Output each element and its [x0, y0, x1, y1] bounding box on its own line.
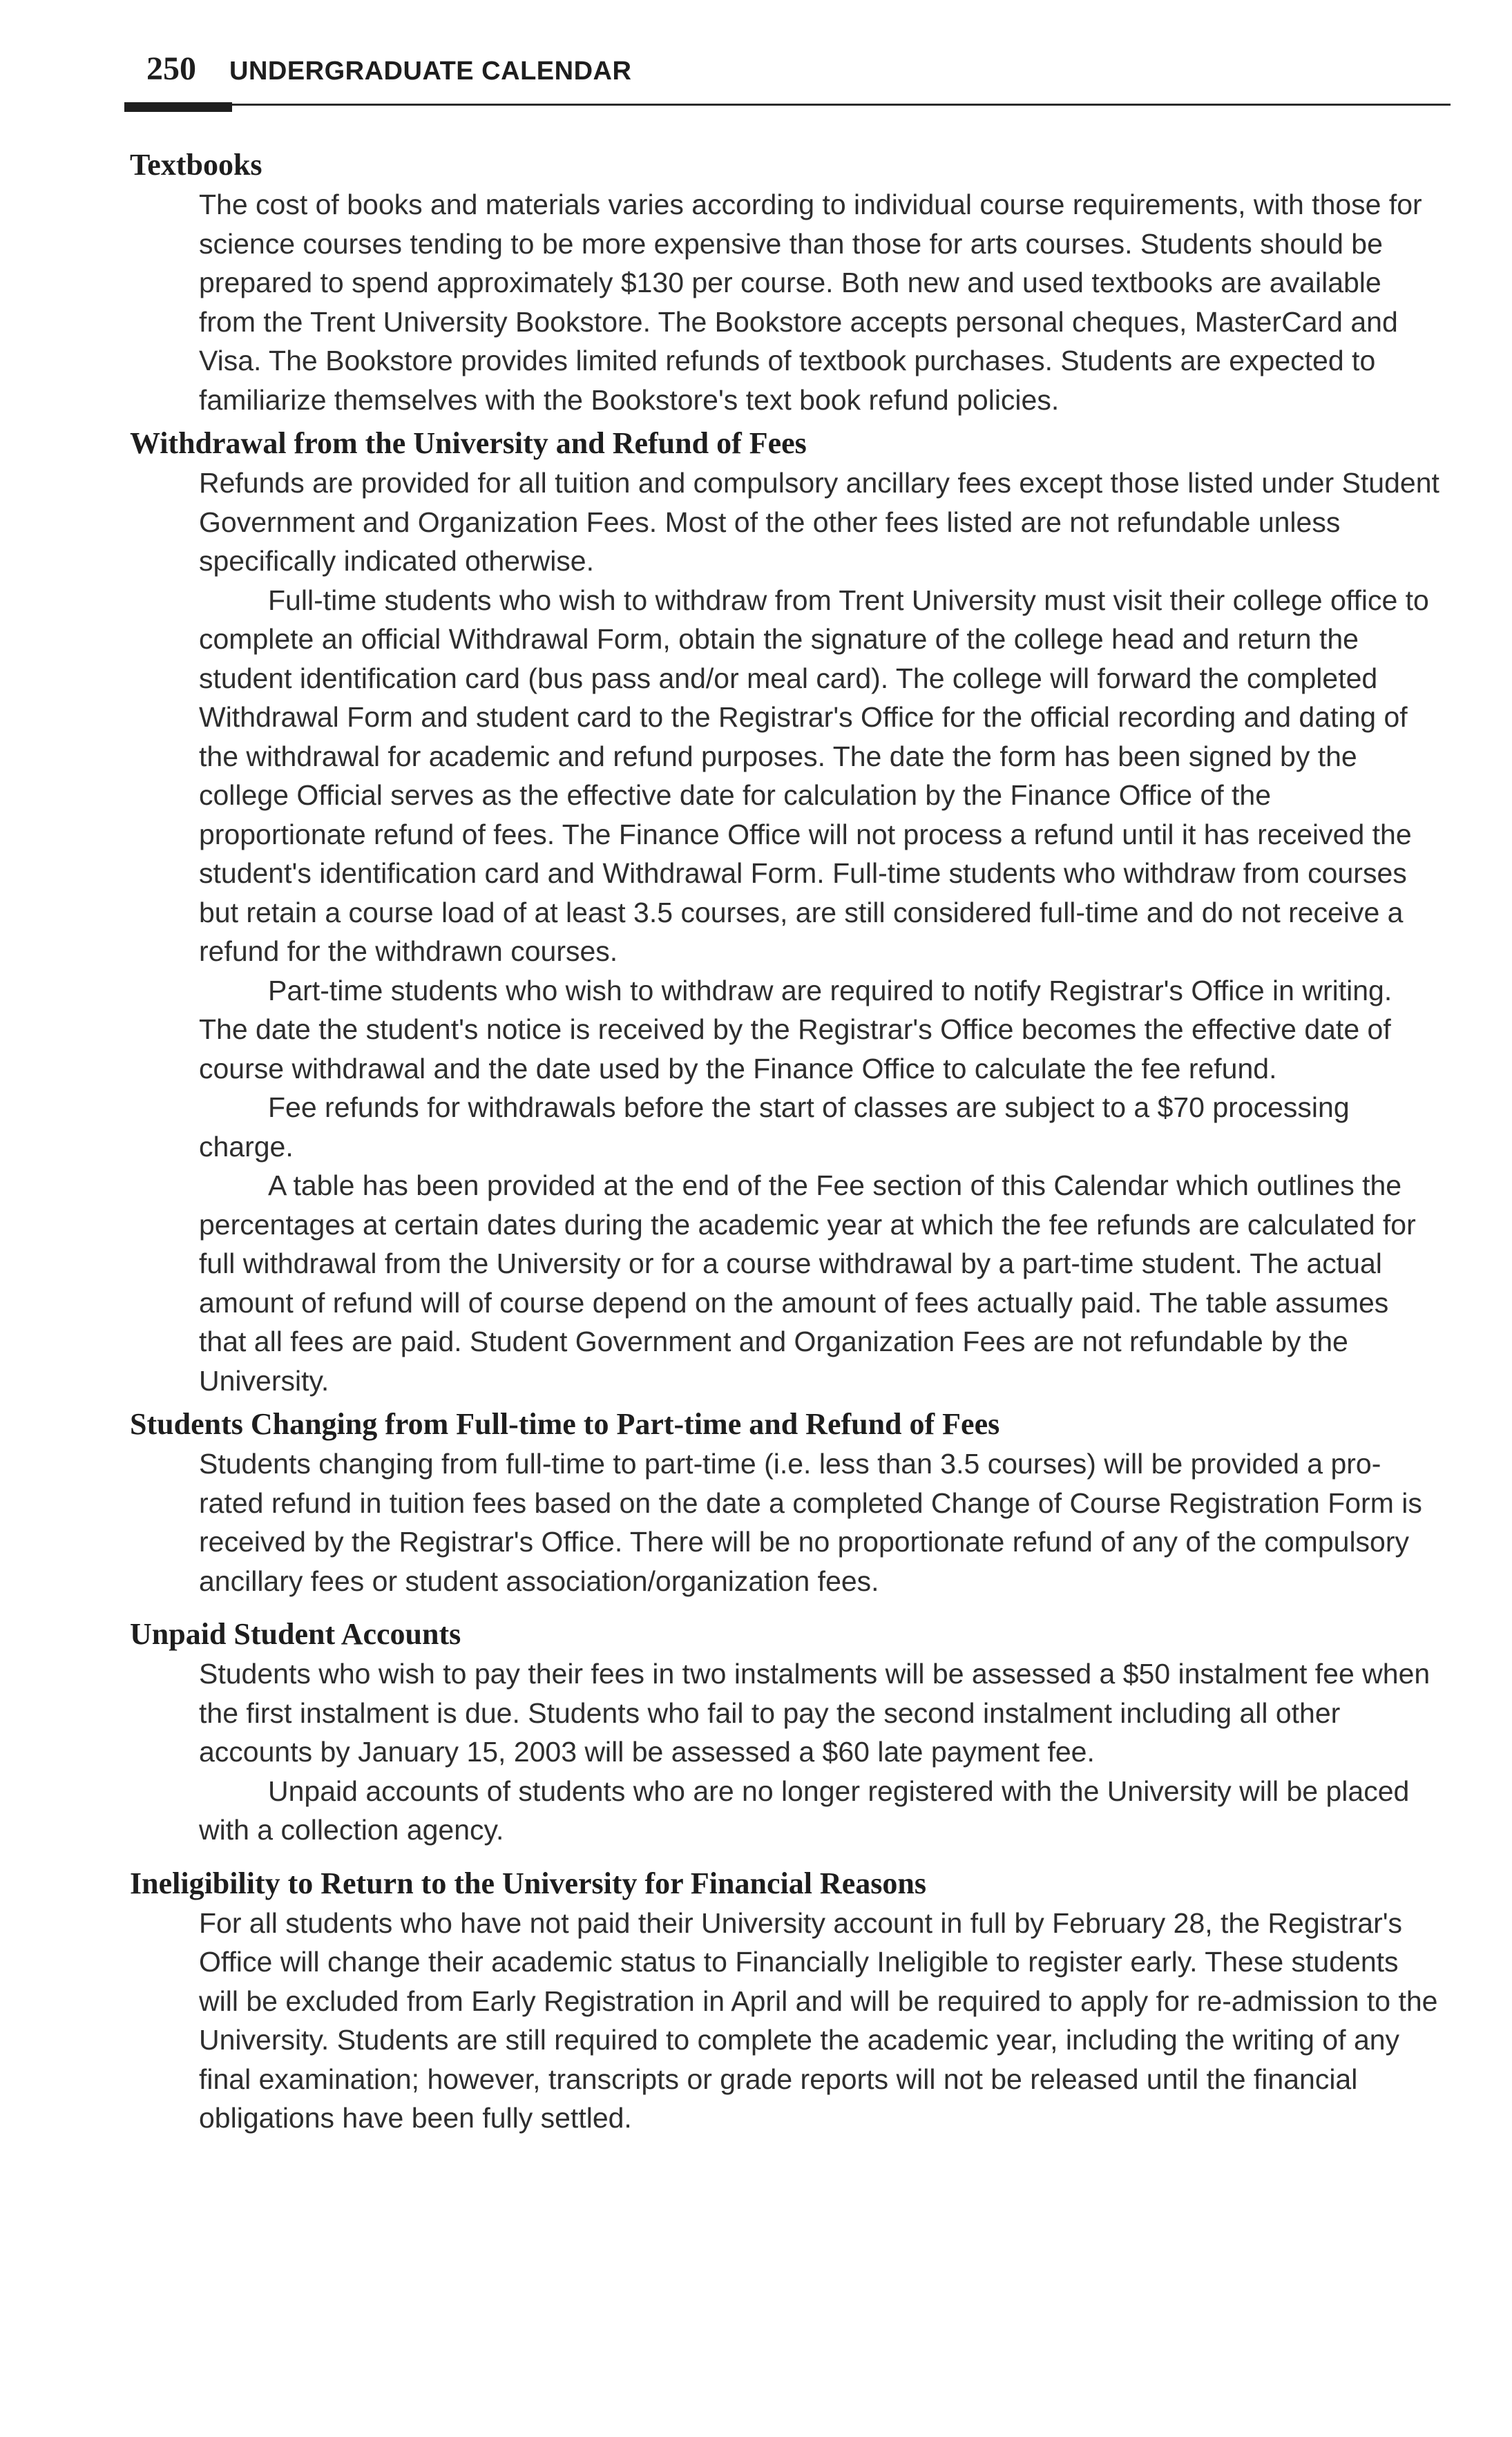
paragraph: Full-time students who wish to withdraw from Trent University must visit their college office to complete an official Withdrawal Form, obtain the signature of the college head and return the student identification card (bus pass and/or meal card). The college will forward the completed Withdrawal Form and student card to the Registrar's Office for the official recording and dating of the withdrawal for academic and refund purposes. The date the form has been signed by the college Official serves as the effective date for calculation by the Finance Office of the proportionate refund of fees. The Finance Office will not process a refund until it has received the student's identification card and Withdrawal Form. Full-time students who withdraw from courses but retain a course load of at least 3.5 courses, are still considered full-time and do not receive a refund for the withdrawn courses. — [199, 584, 1429, 967]
section-unpaid-accounts — [130, 1614, 1442, 1850]
section-heading: Unpaid Student Accounts — [130, 1617, 461, 1651]
paragraph: Students changing from full-time to part-time (i.e. less than 3.5 courses) will be provided a pro-rated refund in tuition fees based on the date a completed Change of Course Registration Form is received by the Registrar's Office. There will be no proportionate refund of any of the compulsory ancillary fees or student association/organization fees. — [199, 1448, 1422, 1597]
header-divider — [124, 104, 1451, 106]
section-withdrawal-refund — [130, 423, 1442, 1400]
section-fulltime-to-parttime — [130, 1404, 1442, 1600]
section-body — [199, 185, 1442, 419]
section-textbooks — [130, 145, 1442, 419]
paragraph: Part-time students who wish to withdraw are required to notify Registrar's Office in writing. The date the student's notice is received by the Registrar's Office becomes the effective date of course withdrawal and the date used by the Finance Office to calculate the fee refund. — [199, 974, 1393, 1084]
running-header — [146, 50, 631, 88]
section-heading: Withdrawal from the University and Refund of Fees — [130, 426, 807, 460]
section-body — [199, 1444, 1442, 1600]
paragraph: The cost of books and materials varies according to individual course requirements, with those for science courses tending to be more expensive than those for arts courses. Students should be prepared to spend approximately $130 per course. Both new and used textbooks are available from the Trent University Bookstore. The Bookstore accepts personal cheques, MasterCard and Visa. The Bookstore provides limited refunds of textbook purchases. Students are expected to familiarize themselves with the Bookstore's text book refund policies. — [199, 189, 1422, 416]
paragraph: Unpaid accounts of students who are no longer registered with the University will be placed with a collection agency. — [199, 1775, 1410, 1846]
paragraph: Students who wish to pay their fees in two instalments will be assessed a $50 instalment fee when the first instalment is due. Students who fail to pay the second instalment including all other accounts by January 15, 2003 will be assessed a $60 late payment fee. — [199, 1658, 1430, 1768]
section-body — [199, 1904, 1442, 2138]
section-financial-ineligibility — [130, 1864, 1442, 2138]
section-body — [199, 1654, 1442, 1850]
section-heading: Students Changing from Full-time to Part-time and Refund of Fees — [130, 1407, 1000, 1441]
page-content — [130, 145, 1442, 2138]
paragraph: For all students who have not paid their University account in full by February 28, the Registrar's Office will change their academic status to Financially Ineligible to register early. These students will be excluded from Early Registration in April and will be required to apply for re-admission to the University. Students are still required to complete the academic year, including the writing of any final examination; however, transcripts or grade reports will not be released until the financial obligations have been fully settled. — [199, 1906, 1438, 2134]
header-divider-accent — [124, 102, 232, 112]
paragraph: A table has been provided at the end of the Fee section of this Calendar which outlines the percentages at certain dates during the academic year at which the fee refunds are calculated for full withdrawal from the University or for a course withdrawal by a part-time student. The actual amount of refund will of course depend on the amount of fees actually paid. The table assumes that all fees are paid. Student Government and Organization Fees are not refundable by the University. — [199, 1169, 1416, 1397]
page-number: 250 — [146, 50, 196, 87]
section-heading: Ineligibility to Return to the University for Financial Reasons — [130, 1866, 926, 1900]
paragraph: Fee refunds for withdrawals before the start of classes are subject to a $70 processing charge. — [199, 1091, 1350, 1163]
paragraph: Refunds are provided for all tuition and compulsory ancillary fees except those listed under Student Government and Organization Fees. Most of the other fees listed are not refundable unless specifically indicated otherwise. — [199, 467, 1439, 577]
section-heading: Textbooks — [130, 148, 262, 182]
section-body — [199, 463, 1442, 1400]
header-title: UNDERGRADUATE CALENDAR — [229, 57, 632, 86]
